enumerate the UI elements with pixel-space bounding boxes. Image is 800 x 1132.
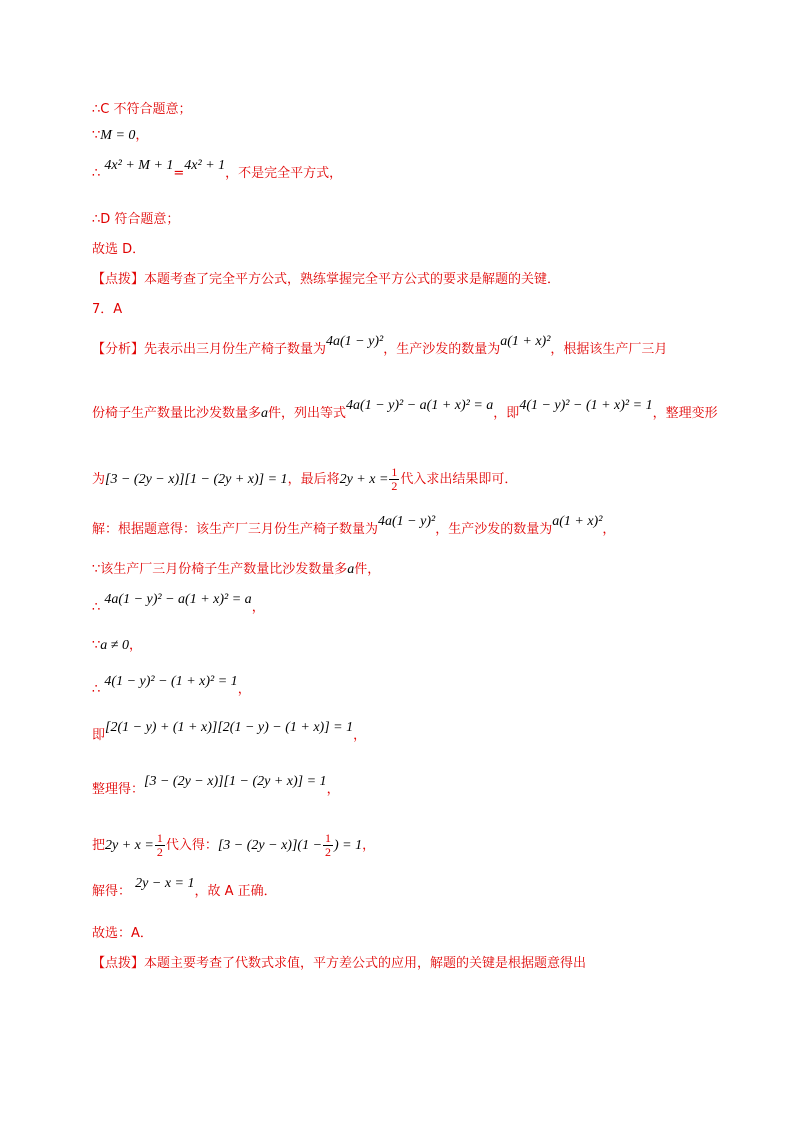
solution-line-2: ∵该生产厂三月份椅子生产数量比沙发数量多a件， xyxy=(92,562,381,577)
solution-line-1: 解：根据题意得：该生产厂三月份生产椅子数量为4a(1 − y)²，生产沙发的数量为a(1 + x)²， xyxy=(92,514,616,537)
line-c-not-fit: ∴C 不符合题意； xyxy=(92,102,192,117)
line-choose-d: 故选 D． xyxy=(92,242,146,257)
solution-line-9: 解得： 2y − x = 1，故 A 正确． xyxy=(92,876,277,899)
solution-line-8: 把2y + x = $\frac{1}{2}$ 代入得：[3 − (2y − x)](1 − $\frac{1}{2}$ ) = 1， xyxy=(92,831,376,859)
analysis-line-3: 为[3 − (2y − x)][1 − (2y + x)] = 1，最后将2y + x = $\frac{1}{2}$ 代入求出结果即可． xyxy=(92,465,518,493)
solution-line-3: ∴ 4a(1 − y)² − a(1 + x)² = a， xyxy=(92,592,265,615)
solution-line-6: 即[2(1 − y) + (1 + x)][2(1 − y) − (1 + x)] = 1， xyxy=(92,720,367,743)
solution-line-5: ∴ 4(1 − y)² − (1 + x)² = 1， xyxy=(92,674,251,697)
line-not-perfect-square: ∴ 4x² + M + 1=4x² + 1，不是完全平方式， xyxy=(92,158,343,181)
line-d-fits: ∴D 符合题意； xyxy=(92,212,180,227)
note-square-formula: 【点拨】本题考查了完全平方公式，熟练掌握完全平方公式的要求是解题的关键． xyxy=(92,272,561,287)
note-evaluation: 【点拨】本题主要考查了代数式求值，平方差公式的应用，解题的关键是根据题意得出 xyxy=(92,956,587,971)
line-choose-a: 故选：A． xyxy=(92,926,153,941)
solution-line-4: ∵a ≠ 0， xyxy=(92,638,142,653)
analysis-line-2: 份椅子生产数量比沙发数量多a件，列出等式4a(1 − y)² − a(1 + x)² = a，即4(1 − y)² − (1 + x)² = 1，整理变形 xyxy=(92,398,718,421)
solution-line-7: 整理得：[3 − (2y − x)][1 − (2y + x)] = 1， xyxy=(92,774,340,797)
analysis-line-1: 【分析】先表示出三月份生产椅子数量为4a(1 − y)²，生产沙发的数量为a(1 + x)²，根据该生产厂三月 xyxy=(92,334,668,357)
line-m-zero: ∵M = 0， xyxy=(92,128,149,143)
answer-7: 7．A xyxy=(92,302,123,317)
